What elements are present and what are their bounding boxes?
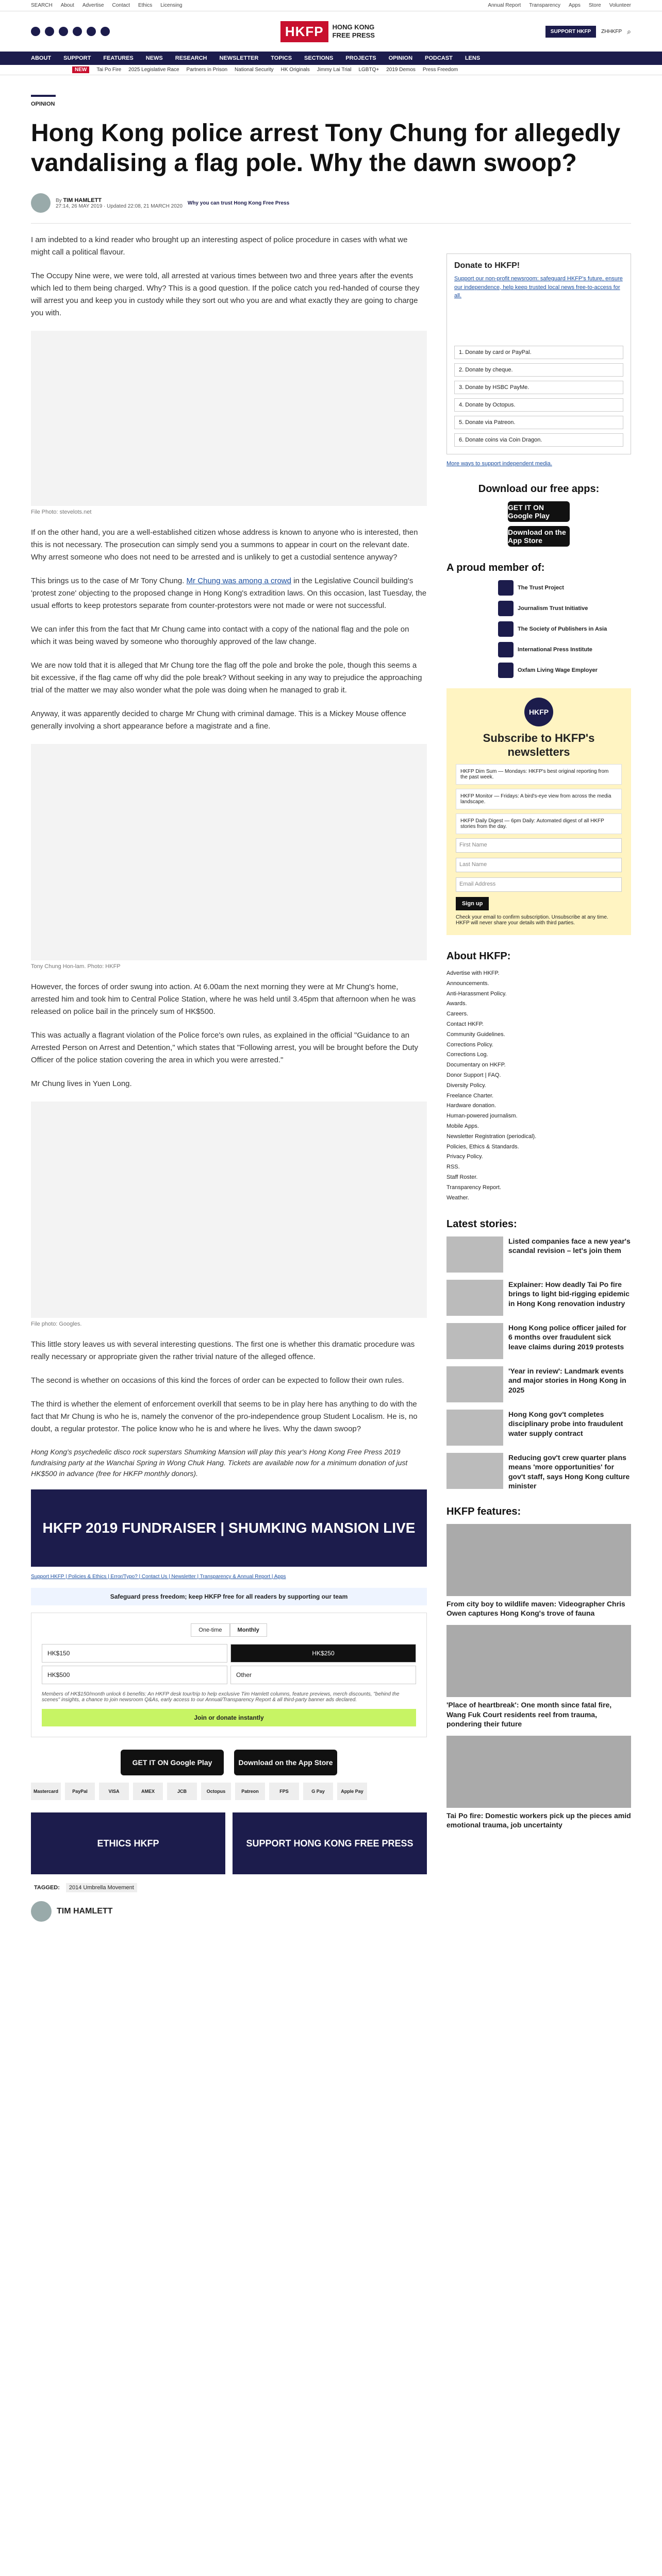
about-link[interactable]: Privacy Policy. [446, 1154, 483, 1160]
newsletter-option[interactable]: HKFP Dim Sum — Mondays: HKFP's best original reporting from the past week. [456, 764, 622, 785]
member-org[interactable]: The Society of Publishers in Asia [498, 621, 631, 637]
paragraph: The third is whether the element of enforcement overkill that seems to be in play here has anything to do with the fact that Mr Chung is who he is, namely the convenor of the pro-independence group Student Localism. He is, no doubt, a regular protestor. The police know who he is and where he lives. Why the dawn swoop? [31, 1400, 418, 1434]
nav-item[interactable]: RESEARCH [175, 55, 207, 61]
ticker-item[interactable]: Jimmy Lai Trial [317, 67, 352, 73]
google-play-button[interactable]: GET IT ON Google Play [121, 1750, 224, 1775]
nav-item[interactable]: SUPPORT [63, 55, 91, 61]
author-avatar[interactable] [31, 193, 51, 213]
about-link[interactable]: Policies, Ethics & Standards. [446, 1143, 519, 1150]
payment-logo[interactable]: Patreon [235, 1783, 265, 1800]
about-link[interactable]: Transparency Report. [446, 1184, 501, 1191]
amount-options [42, 1644, 416, 1684]
about-link[interactable]: Human-powered journalism. [446, 1113, 518, 1120]
donate-option[interactable]: 5. Donate via Patreon. [454, 416, 623, 429]
article-footer-links[interactable]: Support HKFP | Policies & Ethics | Error/Typo? | Contact Us | Newsletter | Transparency & Annual Report | Apps [31, 1574, 286, 1580]
newsletter-logo: HKFP [524, 698, 553, 726]
paragraph: However, the forces of order swung into action. At 6.00am the next morning they were at Mr Chung's home, arrested him and took him to Central Police Station, where he was held until 3.45pm that afternoon when he was released on police bail in the princely sum of HK$500. [31, 982, 416, 1016]
about-link[interactable]: Contact HKFP. [446, 1021, 484, 1027]
trust-project-logo [498, 580, 514, 596]
ticker-item[interactable]: 2019 Demos [386, 67, 416, 73]
linkedin-icon[interactable] [87, 27, 96, 36]
nav-item[interactable]: PODCAST [425, 55, 453, 61]
article-photo [31, 331, 427, 506]
payment-logo[interactable]: VISA [99, 1783, 129, 1800]
author-name[interactable]: TIM HAMLETT [63, 197, 102, 204]
paragraph: I am indebted to a kind reader who brought up an interesting aspect of police procedure in cases with what we might call a political flavour. [31, 235, 408, 257]
transparency-link[interactable]: Transparency [529, 3, 561, 8]
paragraph: This brings us to the case of Mr Tony Chung. Mr Chung was among a crowd in the Legislative Council building's 'protest zone' objecting to the proposed change in Hong Kong's extradition laws. On this occasion, last Tuesday, the usual efforts to keep protestors separate from counter-protestors were not made or were not successful. [31, 577, 427, 611]
about-link[interactable]: Announcements. [446, 980, 489, 987]
ticker-item[interactable]: Partners in Prison [186, 67, 228, 73]
photo-caption: File photo: Googles. [31, 1321, 82, 1328]
paragraph: We are now told that it is alleged that Mr Chung tore the flag off the pole and broke the pole, though this seems a bit excessive, if the flag came off why did the pole break? Without seeking in any way to prejudice the approaching trial of the matter we may also wonder what the pole was doing when he managed to grab it. [31, 661, 422, 695]
ethics-banner[interactable]: ETHICS HKFP [31, 1812, 225, 1874]
nav-item[interactable]: NEWS [145, 55, 163, 61]
nav-item[interactable]: PROJECTS [345, 55, 376, 61]
language-link[interactable]: ZHHKFP [601, 28, 622, 35]
sidebar [446, 234, 631, 1922]
first-name-field[interactable]: First Name [456, 838, 622, 853]
paragraph: If on the other hand, you are a well-established citizen whose address is known to anyone who is interested, then this is not necessary. The prosecution can simply send you a summons to appear in court on the relevant date. Why arrest someone who does not need to be arrested and is unlikely to get a custodial sentence anyway? [31, 528, 418, 562]
x-icon[interactable] [45, 27, 54, 36]
about-link[interactable]: Diversity Policy. [446, 1082, 486, 1089]
nav-item[interactable]: NEWSLETTER [219, 55, 259, 61]
paragraph: This little story leaves us with several interesting questions. The first one is whether this dramatic procedure was really necessary or appropriate given the rather trivial nature of the alleged offence. [31, 1340, 415, 1362]
article-title: Hong Kong police arrest Tony Chung for allegedly vandalising a flag pole. Why the dawn swoop? [31, 120, 621, 177]
payment-logo[interactable]: Octopus [201, 1783, 231, 1800]
feature-image [446, 1524, 631, 1596]
logo-line2: FREE PRESS [332, 31, 375, 39]
about-link[interactable]: Corrections Log. [446, 1052, 488, 1058]
nav-item[interactable]: TOPICS [271, 55, 292, 61]
member-org[interactable]: Oxfam Living Wage Employer [498, 663, 631, 678]
story-thumbnail [446, 1323, 503, 1359]
byline [31, 193, 631, 213]
feature-image [446, 1736, 631, 1808]
about-link[interactable]: Careers. [446, 1011, 469, 1018]
latest-story[interactable]: Reducing gov't crew quarter plans means 'more opportunities' for gov't staff, says Hong Kong culture minister [446, 1453, 631, 1490]
about-link[interactable]: Newsletter Registration (periodical). [446, 1133, 537, 1140]
photo-caption: File Photo: stevelots.net [31, 509, 92, 516]
feature-item[interactable]: From city boy to wildlife maven: Videographer Chris Owen captures Hong Kong's trove of fauna [446, 1524, 631, 1618]
paragraph: Anyway, it was apparently decided to charge Mr Chung with criminal damage. This is a Mickey Mouse offence generally involving a short appearance before a magistrate and a fine. [31, 709, 406, 731]
by-label: By [56, 197, 62, 204]
author-box-name[interactable]: TIM HAMLETT [57, 1907, 113, 1916]
payment-logo[interactable]: Mastercard [31, 1783, 61, 1800]
tags: TAGGED: 2014 Umbrella Movement [31, 1885, 427, 1891]
newsletter-option[interactable]: HKFP Monitor — Fridays: A bird's-eye view from across the media landscape. [456, 789, 622, 809]
payment-methods [31, 1783, 427, 1800]
nav-item[interactable]: ABOUT [31, 55, 52, 61]
signup-button[interactable]: Sign up [456, 897, 489, 910]
logo-mark: HKFP [280, 21, 328, 42]
monthly-tab[interactable]: Monthly [230, 1623, 267, 1637]
payment-logo[interactable]: PayPal [65, 1783, 95, 1800]
paragraph: The second is whether on occasions of this kind the forces of order can be expected to follow their own rules. [31, 1376, 404, 1385]
paragraph: Mr Chung lives in Yuen Long. [31, 1079, 132, 1089]
about-list [446, 969, 631, 1203]
about-link[interactable]: Community Guidelines. [446, 1031, 505, 1038]
payment-logo[interactable]: Apple Pay [337, 1783, 367, 1800]
article-body [31, 234, 427, 1922]
ticker-item[interactable]: 2025 Legislative Race [128, 67, 179, 73]
volunteer-link[interactable]: Volunteer [609, 3, 631, 8]
contact-link[interactable]: Contact [112, 3, 130, 8]
store-link[interactable]: Store [588, 3, 601, 8]
ethics-link[interactable]: Ethics [138, 3, 153, 8]
join-button[interactable]: Join or donate instantly [42, 1709, 416, 1726]
amount-option[interactable]: HK$150 [42, 1644, 227, 1663]
about-link[interactable]: Documentary on HKFP. [446, 1062, 506, 1069]
social-icons [31, 27, 110, 36]
new-badge: NEW [72, 66, 89, 73]
one-time-tab[interactable]: One-time [191, 1623, 229, 1637]
donate-option[interactable]: 2. Donate by cheque. [454, 363, 623, 377]
paragraph: This was actually a flagrant violation of the Police force's own rules, as explained in the official "Guidance to an Arrested Person on Arrest and Detention," which states that "Following arrest, you will be brought before the Duty Officer of the police station covering the area in which you were arrested." [31, 1031, 419, 1065]
about-link[interactable]: Weather. [446, 1194, 469, 1201]
payment-logo[interactable]: FPS [269, 1783, 299, 1800]
donation-box [31, 1613, 427, 1737]
ipi-logo [498, 642, 514, 657]
newsletter-note: Check your email to confirm subscription. Unsubscribe at any time. HKFP will never share your details with third parties. [456, 914, 608, 926]
member-org[interactable]: Journalism Trust Initiative [498, 601, 631, 616]
nav-item[interactable]: OPINION [388, 55, 413, 61]
article-dates: 27:14, 26 MAY 2019 · Updated 22:08, 21 MARCH 2020 [56, 203, 183, 209]
nav-item[interactable]: SECTIONS [304, 55, 334, 61]
member-org[interactable]: The Trust Project [498, 580, 631, 596]
ticker-item[interactable]: Press Freedom [422, 67, 458, 73]
newsletter-box [446, 688, 631, 935]
nav-item[interactable]: FEATURES [103, 55, 134, 61]
google-play-badge[interactable]: GET IT ON Google Play [508, 501, 570, 522]
story-thumbnail [446, 1366, 503, 1402]
latest-title: Latest stories: [446, 1218, 517, 1230]
feature-image [446, 1625, 631, 1697]
feature-item[interactable]: 'Place of heartbreak': One month since fatal fire, Wang Fuk Court residents reel from trauma, pondering their future [446, 1625, 631, 1728]
trust-link[interactable]: Why you can trust Hong Kong Free Press [187, 200, 290, 206]
ticker-item[interactable]: National Security [235, 67, 274, 73]
about-link[interactable]: Advertise with HKFP. [446, 970, 500, 976]
app-store-button[interactable]: Download on the App Store [234, 1750, 337, 1775]
threads-icon[interactable] [101, 27, 110, 36]
payment-logo[interactable]: JCB [167, 1783, 197, 1800]
story-thumbnail [446, 1410, 503, 1446]
apps-title: Download our free apps: [478, 483, 600, 495]
ticker-item[interactable]: LGBTQ+ [358, 67, 379, 73]
category-label[interactable]: OPINION [31, 95, 56, 107]
story-thumbnail [446, 1236, 503, 1273]
fundraiser-promo: Hong Kong's psychedelic disco rock superstars Shumking Mansion will play this year's Hong Kong Free Press 2019 fundraising party at the Wanchai Spring in Wong Chuk Hang. Tickets are available now for a minimum donation of just HK$500 in advance (free for HKFP monthly donors). [31, 1448, 408, 1478]
last-name-field[interactable]: Last Name [456, 858, 622, 872]
paragraph: The Occupy Nine were, we were told, all arrested at various times between two and three years after the events which led to them being charged. Why? This is a good question. If the police catch you red-handed of course they will arrest you and keep you in custody while they sort out who you are and what exactly they are going to charge you with. [31, 272, 420, 318]
support-button[interactable]: SUPPORT HKFP [545, 26, 596, 38]
main-nav [0, 52, 662, 65]
member-benefits: Members of HK$150/month unlock 6 benefits: An HKFP desk tour/trip to help exclusive Tim Hamlett columns, feature previews, merch discounts, "behind the scenes" insights, a chance to join newsroom Q&As, early access to our Annual/Transparency Report & all third-party banner ads declared. [42, 1691, 400, 1703]
search-icon[interactable]: ⌕ [627, 27, 631, 36]
annual-report-link[interactable]: Annual Report [488, 3, 521, 8]
sopa-logo [498, 621, 514, 637]
newsletter-title: Subscribe to HKFP's newsletters [483, 732, 595, 758]
ticker-item[interactable]: Tai Po Fire [96, 67, 122, 73]
about-link[interactable]: Hardware donation. [446, 1103, 496, 1109]
fundraiser-banner[interactable]: HKFP 2019 FUNDRAISER | SHUMKING MANSION LIVE [31, 1489, 427, 1567]
search-link[interactable]: SEARCH [31, 3, 53, 8]
photo-caption: Tony Chung Hon-lam. Photo: HKFP [31, 963, 121, 970]
donate-box [446, 253, 631, 454]
latest-story[interactable]: 'Year in review': Landmark events and major stories in Hong Kong in 2025 [446, 1366, 631, 1402]
article-header [0, 95, 662, 224]
author-box [31, 1901, 427, 1922]
more-ways-link[interactable]: More ways to support independent media. [446, 460, 552, 467]
youtube-icon[interactable] [73, 27, 82, 36]
apps-link[interactable]: Apps [569, 3, 581, 8]
amount-option[interactable]: Other [230, 1666, 416, 1684]
instagram-icon[interactable] [59, 27, 68, 36]
amount-option-selected[interactable]: HK$250 [230, 1644, 416, 1663]
donate-intro[interactable]: Support our non-profit newsroom: safeguard HKFP's future, ensure our independence, help keep trusted local news free-to-access for all. [454, 276, 623, 299]
ticker-item[interactable]: HK Originals [280, 67, 310, 73]
email-field[interactable]: Email Address [456, 877, 622, 892]
promo-banners [31, 1812, 427, 1874]
frequency-toggle [42, 1623, 416, 1637]
newsletter-option[interactable]: HKFP Daily Digest — 6pm Daily: Automated digest of all HKFP stories from the day. [456, 814, 622, 834]
donate-option[interactable]: 4. Donate by Octopus. [454, 398, 623, 412]
about-link[interactable]: Awards. [446, 1001, 467, 1007]
support-banner[interactable]: SUPPORT HONG KONG FREE PRESS [233, 1812, 427, 1874]
app-buttons [31, 1750, 427, 1775]
donate-title: Donate to HKFP! [454, 261, 520, 270]
latest-story[interactable]: Explainer: How deadly Tai Po fire brings to light bid-rigging epidemic in Hong Kong renovation industry [446, 1280, 631, 1316]
latest-story[interactable]: Listed companies face a new year's scandal revision – let's join them [446, 1236, 631, 1273]
jti-logo [498, 601, 514, 616]
about-title: About HKFP: [446, 950, 511, 962]
brand-row [0, 11, 662, 52]
article-photo [31, 1101, 427, 1318]
crowd-link[interactable]: Mr Chung was among a crowd [186, 577, 291, 586]
donate-option[interactable]: 6. Donate coins via Coin Dragon. [454, 433, 623, 447]
features-title: HKFP features: [446, 1506, 521, 1518]
site-logo[interactable] [280, 21, 375, 42]
author-avatar[interactable] [31, 1901, 52, 1922]
advertise-link[interactable]: Advertise [82, 3, 104, 8]
safeguard-banner: Safeguard press freedom; keep HKFP free for all readers by supporting our team [31, 1588, 427, 1605]
donate-option[interactable]: 1. Donate by card or PayPal. [454, 346, 623, 359]
about-link[interactable]: Anti-Harassment Policy. [446, 990, 507, 997]
about-link[interactable]: About [60, 3, 74, 8]
about-link[interactable]: Freelance Charter. [446, 1092, 494, 1099]
member-org[interactable]: International Press Institute [498, 642, 631, 657]
about-link[interactable]: Donor Support | FAQ. [446, 1072, 501, 1078]
nav-item[interactable]: LENS [465, 55, 481, 61]
feature-item[interactable]: Tai Po fire: Domestic workers pick up the pieces amid emotional trauma, job uncertainty [446, 1736, 631, 1829]
payment-logo[interactable]: G Pay [303, 1783, 333, 1800]
story-thumbnail [446, 1280, 503, 1316]
payment-logo[interactable]: AMEX [133, 1783, 163, 1800]
about-link[interactable]: RSS. [446, 1164, 460, 1171]
tag[interactable]: 2014 Umbrella Movement [66, 1883, 137, 1892]
content-area [0, 234, 662, 1922]
licensing-link[interactable]: Licensing [160, 3, 183, 8]
app-store-badge[interactable]: Download on the App Store [508, 526, 570, 547]
logo-line1: HONG KONG [332, 23, 375, 31]
about-link[interactable]: Corrections Policy. [446, 1041, 493, 1048]
facebook-icon[interactable] [31, 27, 40, 36]
member-title: A proud member of: [446, 562, 545, 574]
story-thumbnail [446, 1453, 503, 1489]
latest-story[interactable]: Hong Kong police officer jailed for 6 months over fraudulent sick leave claims during 2019 protests [446, 1323, 631, 1359]
donate-option[interactable]: 3. Donate by HSBC PayMe. [454, 381, 623, 394]
amount-option[interactable]: HK$500 [42, 1666, 227, 1684]
paragraph: We can infer this from the fact that Mr Chung came into contact with a copy of the national flag and the pole on which it was being waved by someone who thoroughly approved of the law change. [31, 625, 409, 647]
topic-ticker [0, 65, 662, 75]
article-photo [31, 744, 427, 960]
about-link[interactable]: Staff Roster. [446, 1174, 478, 1180]
top-utility-bar [0, 0, 662, 11]
latest-story[interactable]: Hong Kong gov't completes disciplinary probe into fraudulent water supply contract [446, 1410, 631, 1446]
about-link[interactable]: Mobile Apps. [446, 1123, 479, 1129]
oxfam-logo [498, 663, 514, 678]
